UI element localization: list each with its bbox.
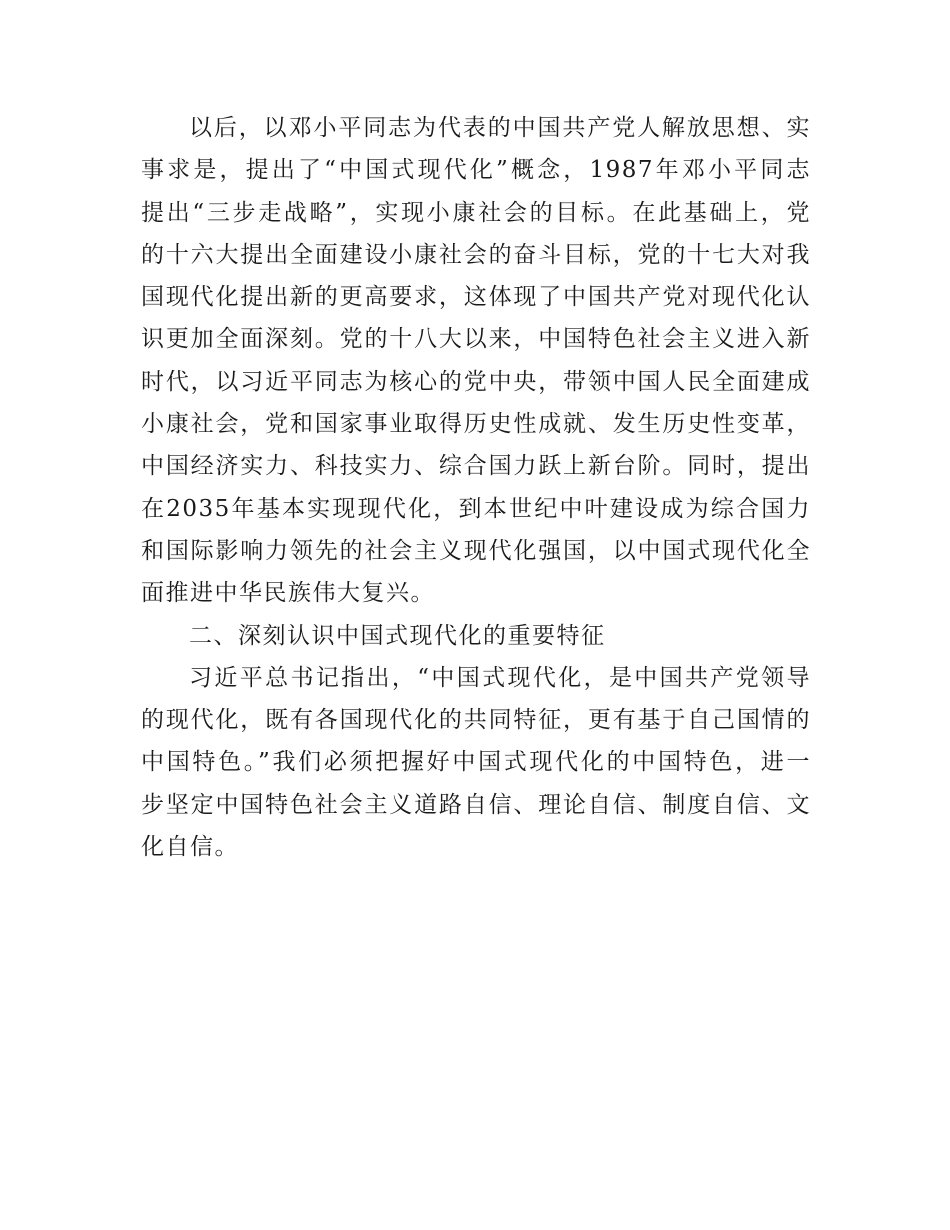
text-line: 在2035年基本实现现代化，到本世纪中叶建设成为综合国力 [141,495,811,522]
text-line: 化自信。 [141,834,239,861]
text-line: 的现代化，既有各国现代化的共同特征，更有基于自己国情的 [141,707,811,734]
text-line: 事求是，提出了“中国式现代化”概念，1987年邓小平同志 [141,157,811,184]
text-line: 步坚定中国特色社会主义道路自信、理论自信、制度自信、文 [141,791,811,818]
text-line: 国现代化提出新的更高要求，这体现了中国共产党对现代化认 [141,284,811,311]
text-line: 提出“三步走战略”，实现小康社会的目标。在此基础上，党 [141,199,811,226]
section-heading [141,615,811,657]
heading-line: 二、深刻认识中国式现代化的重要特征 [189,622,606,649]
text-line: 时代，以习近平同志为核心的党中央，带领中国人民全面建成 [141,368,811,395]
text-line: 和国际影响力领先的社会主义现代化强国，以中国式现代化全 [141,537,811,564]
text-line: 中国特色。”我们必须把握好中国式现代化的中国特色，进一 [141,749,811,776]
text-line: 的十六大提出全面建设小康社会的奋斗目标，党的十七大对我 [141,241,811,268]
text-line: 面推进中华民族伟大复兴。 [141,580,435,607]
text-line: 以后，以邓小平同志为代表的中国共产党人解放思想、实 [189,115,811,141]
paragraph-features [141,657,811,868]
text-line: 中国经济实力、科技实力、综合国力跃上新台阶。同时，提出 [141,453,811,480]
paragraph-history [141,107,811,615]
text-line: 习近平总书记指出，“中国式现代化，是中国共产党领导 [189,664,811,691]
text-line: 识更加全面深刻。党的十八大以来，中国特色社会主义进入新 [141,326,811,353]
document-body [141,107,811,868]
text-line: 小康社会，党和国家事业取得历史性成就、发生历史性变革， [141,411,811,438]
